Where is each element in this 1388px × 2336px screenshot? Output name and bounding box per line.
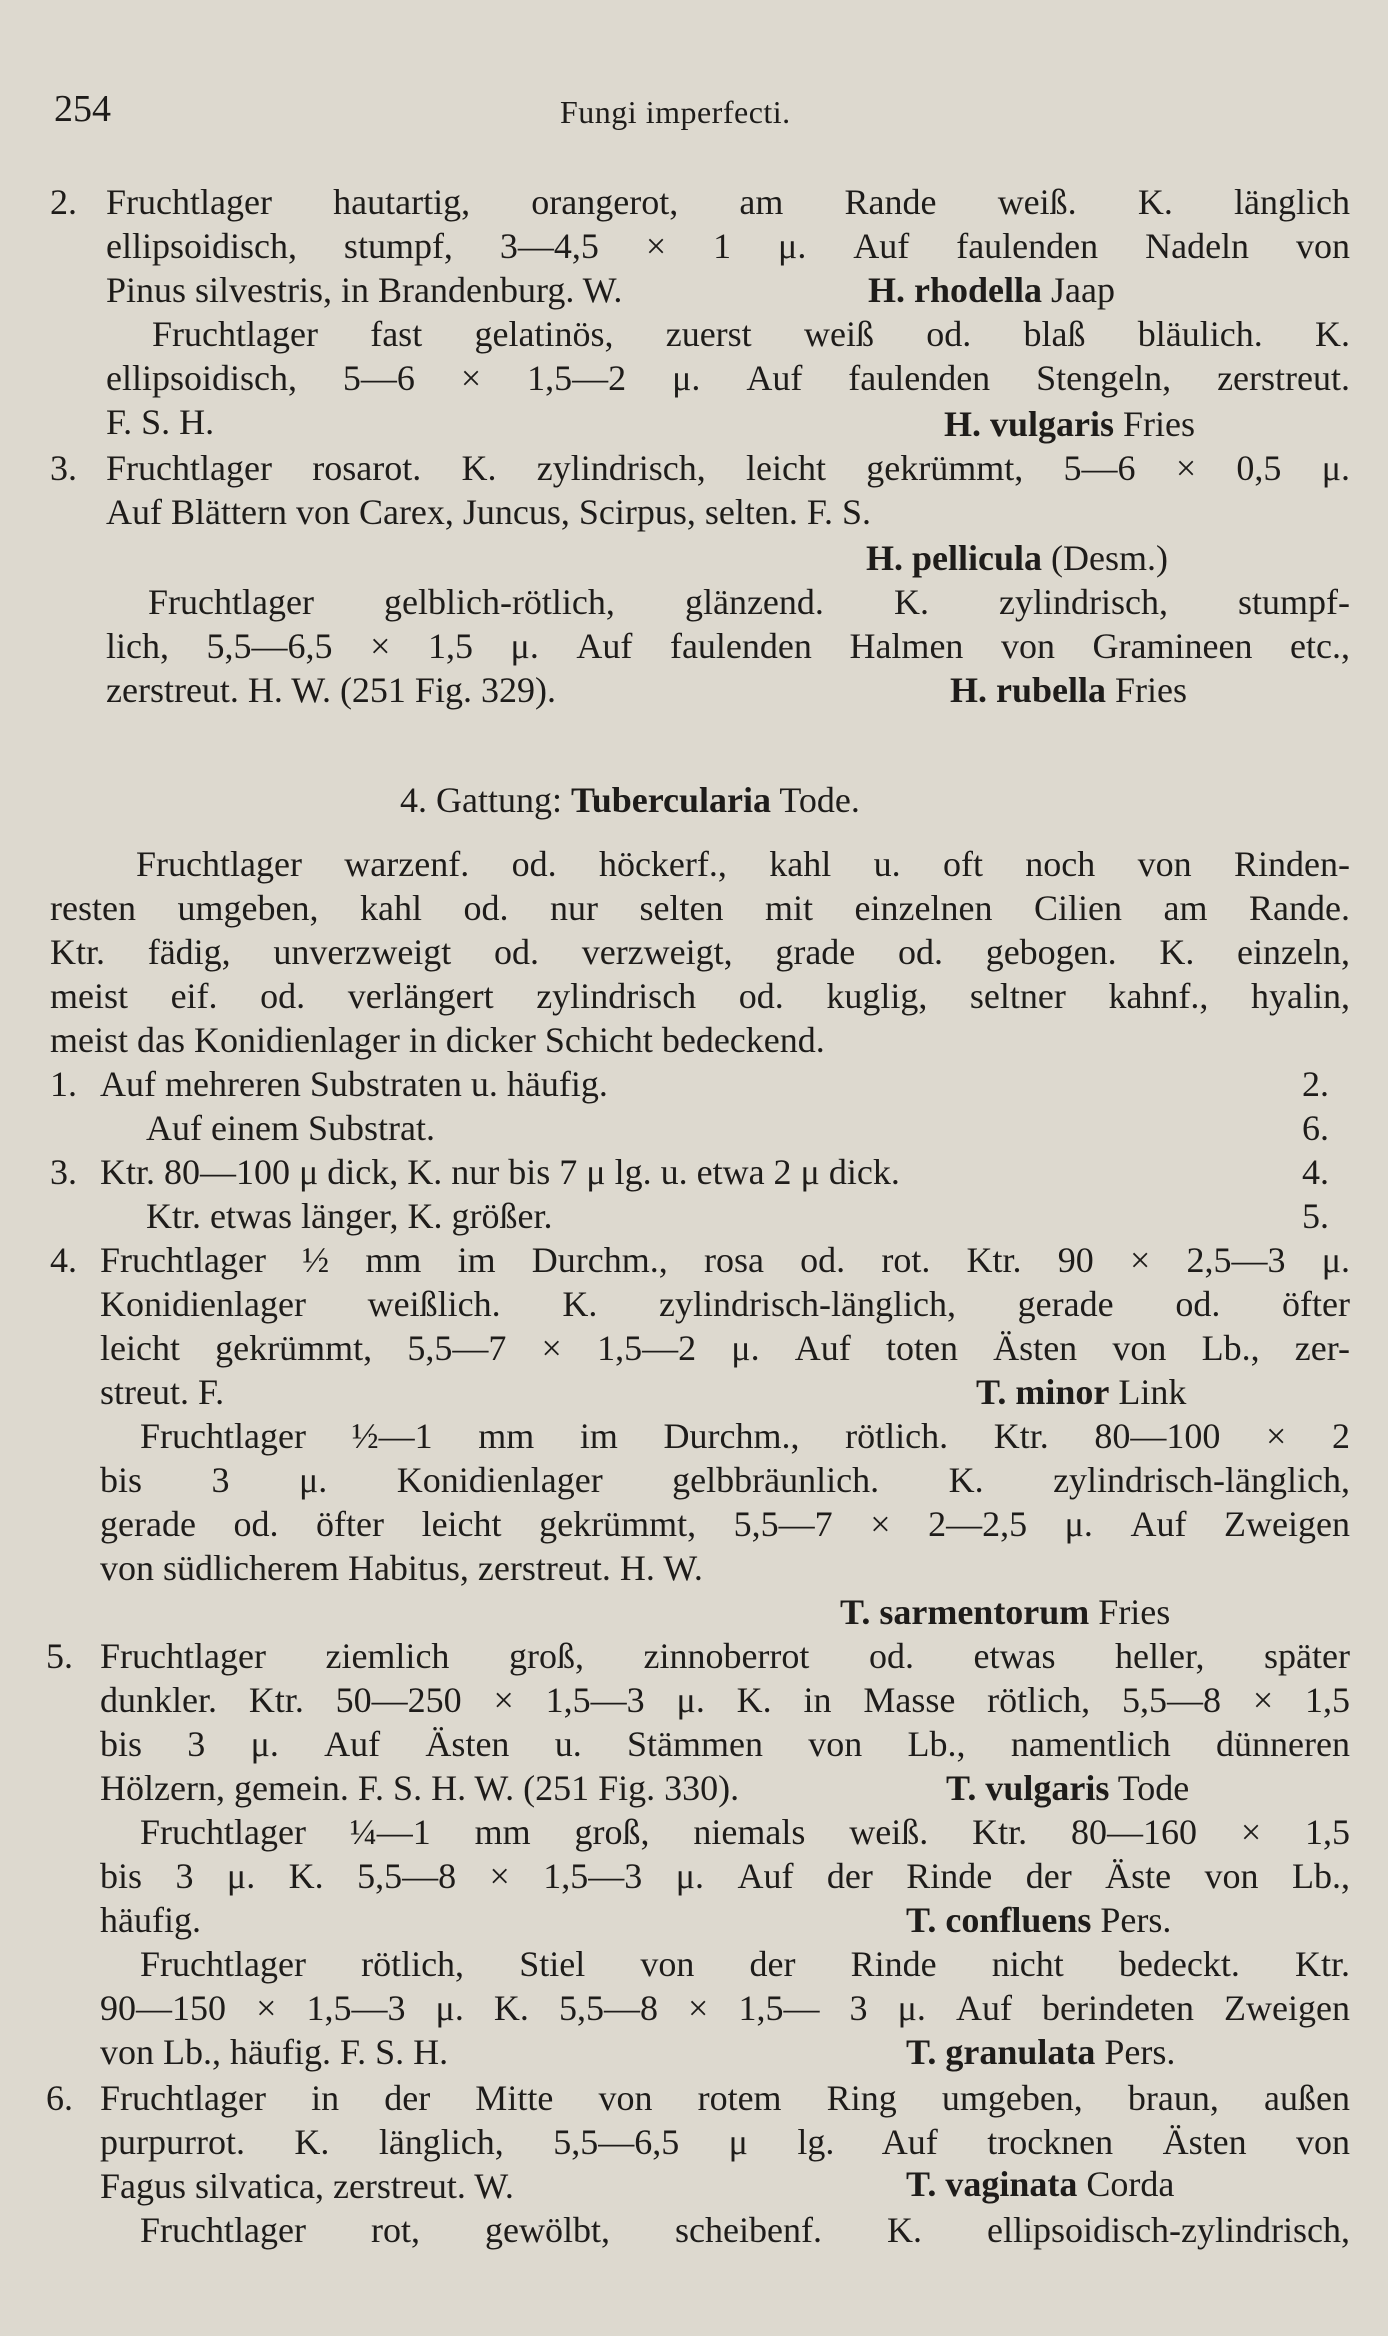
genus-abbrev: T. (906, 2032, 937, 2072)
item-number: 5. (46, 1636, 73, 1676)
text-line: Auf Blättern von Carex, Juncus, Scirpus, selten. F. S. (106, 492, 872, 532)
genus-abbrev: T. (840, 1592, 871, 1632)
species-author: Jaap (1051, 270, 1115, 310)
text-line: Pinus silvestris, in Brandenburg. W. (106, 270, 623, 310)
species-epithet: vulgaris (990, 404, 1115, 444)
species-name (950, 672, 1187, 708)
text-line: Fruchtlager hautartig, orangerot, am Rande weiß. K. länglich (106, 184, 1350, 222)
key-reference: 4. (1302, 1152, 1329, 1192)
species-name (868, 272, 1115, 308)
text-line: ellipsoidisch, 5—6 × 1,5—2 μ. Auf faulenden Stengeln, zerstreut. (106, 360, 1350, 398)
text-line: Ktr. etwas länger, K. größer. (146, 1196, 553, 1236)
genus-abbrev: T. (906, 2164, 937, 2204)
text-line: Ktr. 80—100 μ dick, K. nur bis 7 μ lg. u. etwa 2 μ dick. (100, 1152, 900, 1192)
text-line: Auf mehreren Substraten u. häufig. (100, 1064, 608, 1104)
species-epithet: minor (1015, 1372, 1110, 1412)
text-line: resten umgeben, kahl od. nur selten mit einzelnen Cilien am Rande. (50, 890, 1350, 928)
text-line: bis 3 μ. Auf Ästen u. Stämmen von Lb., namentlich dünneren (100, 1726, 1350, 1764)
item-number: 2. (50, 182, 77, 222)
text-line: Konidienlager weißlich. K. zylindrisch-länglich, gerade od. öfter (100, 1286, 1350, 1324)
text-line: Ktr. fädig, unverzweigt od. verzweigt, grade od. gebogen. K. einzeln, (50, 934, 1350, 972)
text-line: von südlicherem Habitus, zerstreut. H. W. (100, 1548, 703, 1588)
species-author: Pers. (1104, 2032, 1176, 2072)
species-name (906, 2034, 1175, 2070)
text-line: Fruchtlager rot, gewölbt, scheibenf. K. ellipsoidisch-zylindrisch, (140, 2212, 1350, 2250)
text-line: 90—150 × 1,5—3 μ. K. 5,5—8 × 1,5— 3 μ. Auf berindeten Zweigen (100, 1990, 1350, 2028)
text-line: streut. F. (100, 1372, 225, 1412)
genus-abbrev: T. (946, 1768, 977, 1808)
genus-heading-author: Tode. (779, 780, 860, 820)
text-line: meist das Konidienlager in dicker Schicht bedeckend. (50, 1020, 825, 1060)
text-line: meist eif. od. verlängert zylindrisch od. kuglig, seltner kahnf., hyalin, (50, 978, 1350, 1016)
genus-heading-name: Tubercularia (570, 780, 772, 820)
species-name (840, 1594, 1170, 1630)
text-line: Fruchtlager ziemlich groß, zinnoberrot od. etwas heller, später (100, 1638, 1350, 1676)
text-line: Fruchtlager rötlich, Stiel von der Rinde nicht bedeckt. Ktr. (140, 1946, 1350, 1984)
genus-heading-prefix: 4. Gattung: (400, 780, 562, 820)
text-line: lich, 5,5—6,5 × 1,5 μ. Auf faulenden Halmen von Gramineen etc., (106, 628, 1350, 666)
text-line: bis 3 μ. K. 5,5—8 × 1,5—3 μ. Auf der Rinde der Äste von Lb., (100, 1858, 1350, 1896)
species-author: Corda (1086, 2164, 1175, 2204)
species-epithet: granulata (945, 2032, 1096, 2072)
text-line: Fruchtlager in der Mitte von rotem Ring umgeben, braun, außen (100, 2080, 1350, 2118)
text-line: ellipsoidisch, stumpf, 3—4,5 × 1 μ. Auf faulenden Nadeln von (106, 228, 1350, 266)
genus-abbrev: H. (866, 538, 904, 578)
genus-abbrev: H. (944, 404, 982, 444)
item-number: 3. (50, 1152, 77, 1192)
genus-abbrev: T. (906, 1900, 937, 1940)
text-line: Fruchtlager gelblich-rötlich, glänzend. K. zylindrisch, stumpf- (148, 584, 1350, 622)
item-number: 6. (46, 2078, 73, 2118)
species-author: Link (1118, 1372, 1187, 1412)
item-number: 4. (50, 1240, 77, 1280)
genus-abbrev: T. (976, 1372, 1007, 1412)
species-epithet: sarmentorum (879, 1592, 1090, 1632)
species-author: Fries (1098, 1592, 1171, 1632)
species-author: Fries (1115, 670, 1188, 710)
genus-heading (400, 782, 860, 818)
text-line: Fruchtlager ½—1 mm im Durchm., rötlich. Ktr. 80—100 × 2 (140, 1418, 1350, 1456)
text-line: dunkler. Ktr. 50—250 × 1,5—3 μ. K. in Masse rötlich, 5,5—8 × 1,5 (100, 1682, 1350, 1720)
text-line: leicht gekrümmt, 5,5—7 × 1,5—2 μ. Auf toten Ästen von Lb., zer- (100, 1330, 1350, 1368)
page-number: 254 (54, 88, 111, 130)
key-reference: 5. (1302, 1196, 1329, 1236)
key-reference: 2. (1302, 1064, 1329, 1104)
species-author: Tode (1117, 1768, 1190, 1808)
text-line: gerade od. öfter leicht gekrümmt, 5,5—7 × 2—2,5 μ. Auf Zweigen (100, 1506, 1350, 1544)
text-line: Fagus silvatica, zerstreut. W. (100, 2166, 514, 2206)
genus-abbrev: H. (868, 270, 906, 310)
running-title: Fungi imperfecti. (560, 94, 791, 130)
species-epithet: vaginata (945, 2164, 1078, 2204)
text-line: F. S. H. (106, 402, 215, 442)
text-line: zerstreut. H. W. (251 Fig. 329). (106, 670, 556, 710)
text-line: Hölzern, gemein. F. S. H. W. (251 Fig. 330). (100, 1768, 740, 1808)
species-name (946, 1770, 1189, 1806)
text-line: Fruchtlager ¼—1 mm groß, niemals weiß. Ktr. 80—160 × 1,5 (140, 1814, 1350, 1852)
genus-abbrev: H. (950, 670, 988, 710)
text-line: Fruchtlager ½ mm im Durchm., rosa od. rot. Ktr. 90 × 2,5—3 μ. (100, 1242, 1350, 1280)
species-epithet: rubella (996, 670, 1107, 710)
species-name (944, 406, 1195, 442)
species-name (906, 1902, 1171, 1938)
text-line: Auf einem Substrat. (146, 1108, 435, 1148)
text-line: Fruchtlager rosarot. K. zylindrisch, leicht gekrümmt, 5—6 × 0,5 μ. (106, 450, 1350, 488)
key-reference: 6. (1302, 1108, 1329, 1148)
item-number: 1. (50, 1064, 77, 1104)
species-epithet: pellicula (912, 538, 1043, 578)
item-number: 3. (50, 448, 77, 488)
text-line: Fruchtlager warzenf. od. höckerf., kahl u. oft noch von Rinden- (136, 846, 1350, 884)
text-line: Fruchtlager fast gelatinös, zuerst weiß od. blaß bläulich. K. (152, 316, 1350, 354)
species-epithet: vulgaris (985, 1768, 1110, 1808)
text-line: von Lb., häufig. F. S. H. (100, 2032, 449, 2072)
species-author: Pers. (1100, 1900, 1172, 1940)
species-name (976, 1374, 1186, 1410)
species-epithet: rhodella (914, 270, 1043, 310)
text-line: purpurrot. K. länglich, 5,5—6,5 μ lg. Auf trocknen Ästen von (100, 2124, 1350, 2162)
species-author: (Desm.) (1051, 538, 1168, 578)
text-line: bis 3 μ. Konidienlager gelbbräunlich. K. zylindrisch-länglich, (100, 1462, 1350, 1500)
species-epithet: confluens (945, 1900, 1092, 1940)
species-name (906, 2166, 1174, 2202)
species-name (866, 540, 1168, 576)
text-line: häufig. (100, 1900, 201, 1940)
species-author: Fries (1123, 404, 1196, 444)
